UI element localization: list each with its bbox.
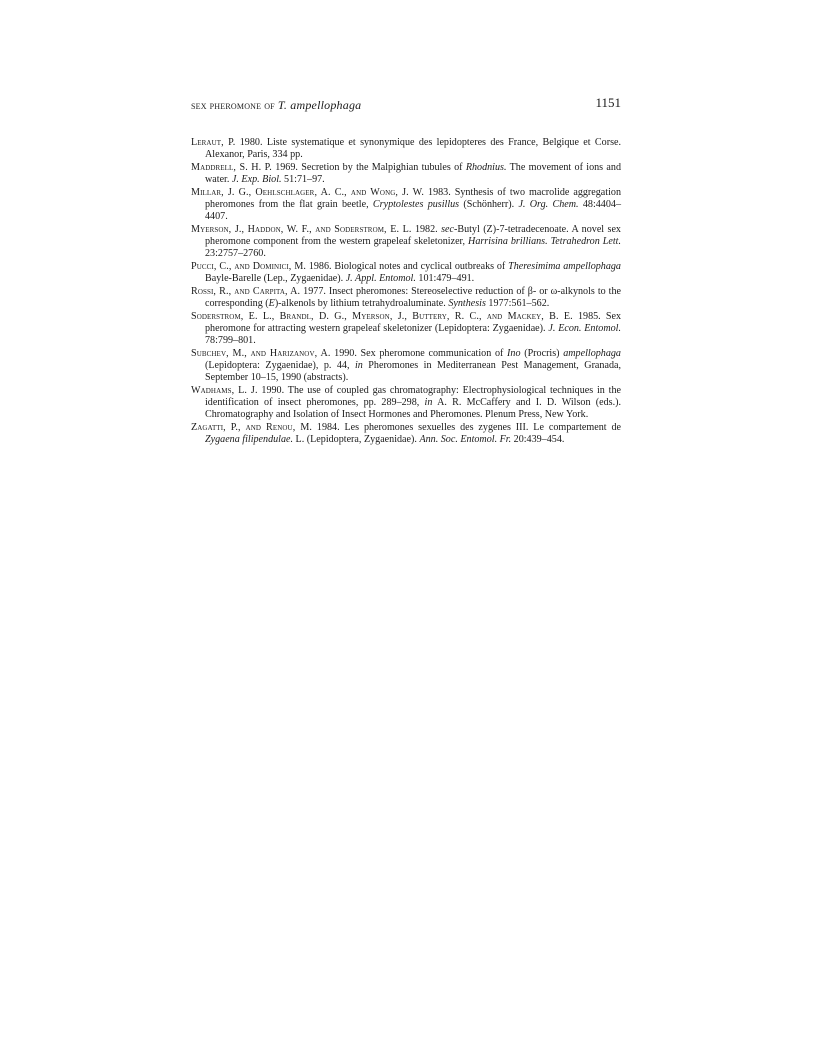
reference-text: 1990. The use of coupled gas chromatography: Electrophysiological techniques in the identification of insect pheromones, pp. 289–298, [205,384,622,409]
reference-text: 20:439–454. [511,434,565,446]
reference-text: A. R. McCaffery and I. D. Wilson (eds.). Chromatography and Isolation of Insect Hormones and Pheromones. Plenum Press, New York. [205,397,621,421]
reference-item [191,348,621,384]
reference-authors: Rossi, R., and Carpita, A. [191,285,301,297]
reference-item [191,187,621,223]
reference-item [191,385,621,421]
reference-item [191,162,621,186]
reference-italic: sec [441,223,454,235]
reference-italic: Ino [507,347,521,359]
reference-text: The movement of ions and water. [205,161,621,186]
reference-authors: Soderstrom, E. L., Brandl, D. G., Myerson, J., Buttery, R. C., and Mackey, B. E. [191,310,573,322]
reference-italic: Zygaena filipendulae. [205,434,294,446]
reference-item [191,224,621,260]
reference-italic: in [424,397,433,409]
reference-text: (Lepidoptera: Zygaenidae), p. 44, [205,359,355,371]
reference-journal: Ann. Soc. Entomol. Fr. [419,434,512,446]
reference-italic: Theresimima ampellophaga [508,260,621,272]
reference-text: 1980. Liste systematique et synonymique des lepidopteres des France, Belgique et Corse. Alexanor, Paris, 334 pp. [205,137,622,161]
reference-text: 51:71–97. [281,174,325,186]
reference-italic: in [354,359,363,371]
reference-item [191,311,621,347]
reference-text: 48:4404–4407. [205,198,621,223]
reference-authors: Subchev, M., and Harizanov, A. [191,347,331,359]
reference-item [191,422,621,446]
reference-text: 1982. [411,223,442,235]
reference-text: 1985. Sex pheromone for attracting western grapeleaf skeletonizer (Lepidoptera: Zygaenidae). [205,310,622,334]
reference-text: Bayle-Barelle (Lep., Zygaenidae). [205,273,346,285]
reference-text: 78:799–801. [205,335,256,347]
reference-authors: Myerson, J., Haddon, W. F., and Soderstrom, E. L. [191,223,412,235]
reference-authors: Millar, J. G., Oehlschlager, A. C., and Wong, J. W. [191,186,425,198]
running-title-species: T. ampellophaga [277,98,362,112]
reference-item [191,137,621,161]
reference-text: 1969. Secretion by the Malpighian tubules of [271,161,466,173]
reference-text: -Butyl (Z)-7-tetradecenoate. A novel sex pheromone component from the western grapeleaf skeletonizer, [205,223,621,248]
reference-italic: Rhodnius. [465,161,507,173]
reference-journal: J. Exp. Biol. [231,174,282,186]
reference-italic: ampellophaga [563,347,621,359]
running-header [191,95,621,117]
reference-list [191,137,621,447]
reference-journal: Synthesis [448,298,486,309]
reference-authors: Wadhams, L. J. [191,384,258,396]
reference-text: (Procris) [520,347,564,359]
reference-text: 1977:561–562. [485,298,550,309]
running-title-caps: sex pheromone of [191,100,275,112]
reference-item [191,286,621,310]
reference-journal: J. Appl. Entomol. [345,273,416,285]
reference-text: 101:479–491. [415,273,475,285]
reference-text: L. (Lepidoptera, Zygaenidae). [293,434,420,446]
running-title [191,98,361,113]
reference-journal: J. Econ. Entomol. [548,322,621,334]
reference-authors: Pucci, C., and Dominici, M. [191,260,307,272]
reference-text: 1990. Sex pheromone communication of [330,347,508,359]
reference-text: 1986. Biological notes and cyclical outbreaks of [306,260,509,272]
reference-text: 1977. Insect pheromones: Stereoselective reduction of β- or ω-alkynols to the corresponding ( [205,285,621,309]
reference-text: Pheromones in Mediterranean Pest Management, Granada, September 10–15, 1990 (abstracts). [205,359,621,384]
reference-text: )-alkenols by lithium tetrahydroaluminate. [274,298,449,309]
reference-authors: Maddrell, S. H. P. [191,161,272,173]
reference-authors: Zagatti, P., and Renou, M. [191,421,313,433]
reference-italic: E [268,298,275,309]
reference-text: 23:2757–2760. [205,248,266,260]
page-number: 1151 [595,95,621,110]
reference-journal: Harrisina brillians. Tetrahedron Lett. [468,236,622,248]
reference-authors: Leraut, P. [191,137,236,148]
reference-text: 1984. Les pheromones sexuelles des zygenes III. Le compartement de [312,421,621,433]
reference-item [191,261,621,285]
reference-text: 1983. Synthesis of two macrolide aggregation pheromones from the flat grain beetle, [205,186,621,210]
reference-journal: J. Org. Chem. [518,198,579,210]
reference-text: (Schönherr). [459,198,519,210]
reference-italic: Cryptolestes pusillus [372,198,460,210]
